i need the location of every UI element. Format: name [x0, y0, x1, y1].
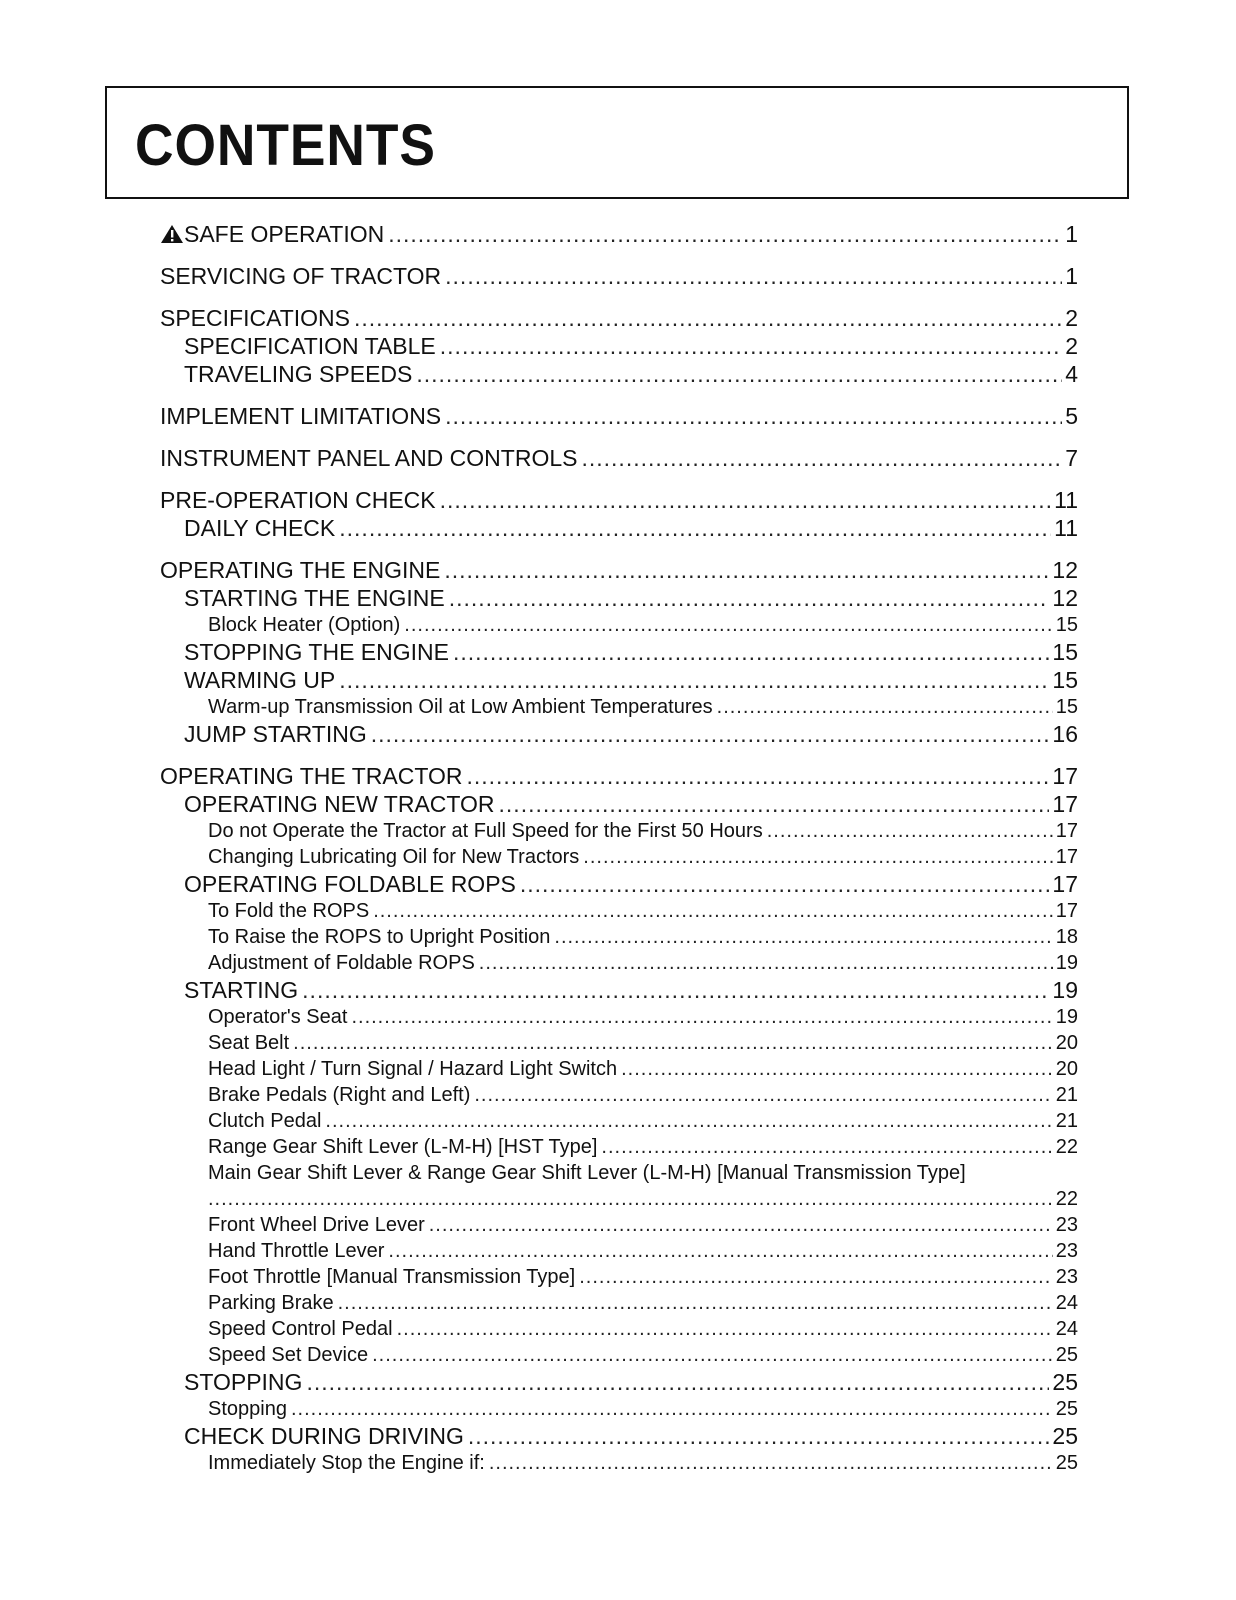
toc-entry[interactable] [160, 720, 1078, 748]
dot-leader [468, 1422, 1050, 1450]
toc-entry[interactable] [160, 666, 1078, 694]
toc-page-number: 25 [1055, 1452, 1078, 1474]
dot-leader [499, 790, 1050, 818]
toc-label: Stopping [208, 1398, 287, 1420]
toc-page-number: 25 [1052, 1369, 1078, 1395]
dot-leader [489, 1450, 1053, 1476]
toc-page-number: 5 [1065, 403, 1078, 429]
toc-label: Operator's Seat [208, 1006, 348, 1028]
dot-leader [404, 612, 1052, 638]
toc-entry[interactable] [160, 1108, 1078, 1134]
toc-label: Speed Control Pedal [208, 1318, 393, 1340]
dot-leader [339, 666, 1049, 694]
title-box [105, 86, 1129, 199]
toc-page-number: 17 [1052, 791, 1078, 817]
toc-label: Block Heater (Option) [208, 614, 401, 636]
toc-label: Immediately Stop the Engine if: [208, 1452, 485, 1474]
warning-triangle-icon [160, 224, 184, 244]
toc-page-number: 24 [1055, 1318, 1078, 1340]
toc-page-number: 23 [1055, 1214, 1078, 1236]
dot-leader [445, 262, 1062, 290]
toc-page-number: 19 [1055, 1006, 1078, 1028]
toc-page-number: 15 [1055, 614, 1078, 636]
toc-entry[interactable] [160, 1082, 1078, 1108]
toc-entry[interactable] [160, 1030, 1078, 1056]
toc-entry[interactable] [160, 638, 1078, 666]
toc-page-number: 17 [1052, 763, 1078, 789]
toc-page-number: 15 [1052, 667, 1078, 693]
toc-entry[interactable] [160, 612, 1078, 638]
dot-leader [717, 694, 1053, 720]
toc-page-number: 12 [1052, 585, 1078, 611]
dot-leader [601, 1134, 1052, 1160]
toc-entry[interactable] [160, 1368, 1078, 1396]
dot-leader [372, 1342, 1053, 1368]
toc-page-number: 16 [1052, 721, 1078, 747]
toc-entry[interactable] [160, 1134, 1078, 1160]
toc-entry[interactable] [160, 762, 1078, 790]
toc-page-number: 17 [1055, 900, 1078, 922]
dot-leader [351, 1004, 1052, 1030]
toc-label: Do not Operate the Tractor at Full Speed for the First 50 Hours [208, 820, 763, 842]
toc-label: STARTING THE ENGINE [184, 585, 445, 611]
toc-entry[interactable] [160, 486, 1078, 514]
toc-label: Front Wheel Drive Lever [208, 1214, 425, 1236]
toc-label: OPERATING THE TRACTOR [160, 763, 463, 789]
toc-entry[interactable] [160, 1056, 1078, 1082]
toc-entry[interactable] [160, 444, 1078, 472]
toc-entry[interactable] [160, 1316, 1078, 1342]
toc-entry[interactable] [160, 304, 1078, 332]
toc-entry[interactable] [160, 924, 1078, 950]
dot-leader [444, 556, 1049, 584]
toc-label: Adjustment of Foldable ROPS [208, 952, 475, 974]
toc-label: Foot Throttle [Manual Transmission Type] [208, 1266, 576, 1288]
toc-entry[interactable] [160, 898, 1078, 924]
dot-leader [453, 638, 1049, 666]
toc-entry[interactable] [160, 360, 1078, 388]
toc-entry[interactable] [160, 262, 1078, 290]
toc-label: WARMING UP [184, 667, 336, 693]
toc-page-number: 20 [1055, 1058, 1078, 1080]
page-title: CONTENTS [135, 113, 436, 178]
toc-page-number: 2 [1065, 333, 1078, 359]
dot-leader [440, 486, 1052, 514]
toc-label: Changing Lubricating Oil for New Tractors [208, 846, 580, 868]
toc-label: CHECK DURING DRIVING [184, 1423, 464, 1449]
toc-page-number: 12 [1052, 557, 1078, 583]
dot-leader [338, 1290, 1053, 1316]
dot-leader [767, 818, 1053, 844]
toc-page-number: 21 [1055, 1084, 1078, 1106]
dot-leader [479, 950, 1053, 976]
toc-page-number: 11 [1054, 487, 1078, 513]
dot-leader [429, 1212, 1053, 1238]
toc-entry[interactable] [160, 950, 1078, 976]
toc-page-number: 15 [1055, 696, 1078, 718]
toc-label: SPECIFICATION TABLE [184, 333, 436, 359]
toc-label: Warm-up Transmission Oil at Low Ambient Temperatures [208, 696, 713, 718]
toc-page-number: 22 [1055, 1136, 1078, 1158]
toc-entry[interactable] [160, 1290, 1078, 1316]
dot-leader [621, 1056, 1053, 1082]
dot-leader [293, 1030, 1053, 1056]
toc-page-number: 1 [1065, 263, 1078, 289]
dot-leader [554, 924, 1052, 950]
toc-label: Main Gear Shift Lever & Range Gear Shift Lever (L-M-H) [Manual Transmission Type] [208, 1162, 966, 1184]
dot-leader [371, 720, 1050, 748]
dot-leader [581, 444, 1062, 472]
toc-label: JUMP STARTING [184, 721, 367, 747]
toc-entry[interactable] [160, 1004, 1078, 1030]
toc-page-number: 7 [1065, 445, 1078, 471]
toc-entry[interactable] [160, 870, 1078, 898]
dot-leader [583, 844, 1052, 870]
toc-label: TRAVELING SPEEDS [184, 361, 413, 387]
toc-page-number: 25 [1052, 1423, 1078, 1449]
toc-label: PRE-OPERATION CHECK [160, 487, 436, 513]
toc-page-number: 15 [1052, 639, 1078, 665]
toc-page-number: 19 [1052, 977, 1078, 1003]
toc-entry[interactable] [160, 514, 1078, 542]
toc-page-number: 21 [1055, 1110, 1078, 1132]
toc-label: SERVICING OF TRACTOR [160, 263, 442, 289]
toc-entry[interactable] [160, 1238, 1078, 1264]
toc-entry[interactable] [160, 694, 1078, 720]
dot-leader [397, 1316, 1053, 1342]
dot-leader [388, 1238, 1052, 1264]
toc-label: STOPPING THE ENGINE [184, 639, 449, 665]
toc-label: STOPPING [184, 1369, 303, 1395]
dot-leader [339, 514, 1051, 542]
dot-leader [449, 584, 1050, 612]
toc-entry[interactable] [160, 1264, 1078, 1290]
toc-entry-wrapped[interactable] [160, 1160, 1078, 1212]
toc-entry[interactable] [160, 844, 1078, 870]
toc-entry[interactable] [160, 1422, 1078, 1450]
toc-page-number: 22 [1055, 1188, 1078, 1210]
toc-entry[interactable] [160, 790, 1078, 818]
toc-label: Parking Brake [208, 1292, 334, 1314]
dot-leader [373, 898, 1053, 924]
toc-page-number: 25 [1055, 1344, 1078, 1366]
dot-leader [579, 1264, 1053, 1290]
toc-label: STARTING [184, 977, 299, 1003]
toc-entry[interactable] [160, 818, 1078, 844]
toc-page-number: 25 [1055, 1398, 1078, 1420]
toc-label: To Raise the ROPS to Upright Position [208, 926, 551, 948]
toc-label: Hand Throttle Lever [208, 1240, 385, 1262]
toc-page-number: 24 [1055, 1292, 1078, 1314]
toc-page-number: 18 [1055, 926, 1078, 948]
dot-leader [325, 1108, 1052, 1134]
toc-label: SAFE OPERATION [184, 221, 385, 247]
toc-page-number: 19 [1055, 952, 1078, 974]
dot-leader [520, 870, 1050, 898]
toc-entry[interactable] [160, 976, 1078, 1004]
toc-page-number: 20 [1055, 1032, 1078, 1054]
toc-label: Head Light / Turn Signal / Hazard Light Switch [208, 1058, 618, 1080]
toc-label: Clutch Pedal [208, 1110, 322, 1132]
dot-leader [440, 332, 1062, 360]
toc-label: IMPLEMENT LIMITATIONS [160, 403, 442, 429]
toc-entry[interactable] [160, 584, 1078, 612]
dot-leader [208, 1186, 1053, 1212]
toc-page-number: 4 [1065, 361, 1078, 387]
dot-leader [291, 1396, 1053, 1422]
toc-label: Seat Belt [208, 1032, 290, 1054]
toc-entry[interactable] [160, 332, 1078, 360]
toc-label: Range Gear Shift Lever (L-M-H) [HST Type] [208, 1136, 598, 1158]
toc-label: INSTRUMENT PANEL AND CONTROLS [160, 445, 578, 471]
toc-page-number: 17 [1055, 820, 1078, 842]
toc-label: To Fold the ROPS [208, 900, 370, 922]
toc-label: DAILY CHECK [184, 515, 336, 541]
toc-label: SPECIFICATIONS [160, 305, 350, 331]
dot-leader [445, 402, 1062, 430]
toc-entry[interactable] [160, 556, 1078, 584]
toc-page-number: 2 [1065, 305, 1078, 331]
toc-page-number: 17 [1052, 871, 1078, 897]
toc-page-number: 23 [1055, 1240, 1078, 1262]
toc-label: Speed Set Device [208, 1344, 369, 1366]
table-of-contents [160, 220, 1078, 1476]
toc-page-number: 17 [1055, 846, 1078, 868]
dot-leader [388, 220, 1062, 248]
toc-label: OPERATING NEW TRACTOR [184, 791, 495, 817]
dot-leader [306, 1368, 1049, 1396]
toc-page-number: 11 [1054, 515, 1078, 541]
dot-leader [416, 360, 1062, 388]
dot-leader [466, 762, 1049, 790]
toc-entry[interactable] [160, 1212, 1078, 1238]
toc-entry[interactable] [160, 1450, 1078, 1476]
toc-label: OPERATING FOLDABLE ROPS [184, 871, 516, 897]
toc-label: Brake Pedals (Right and Left) [208, 1084, 471, 1106]
toc-page-number: 1 [1065, 221, 1078, 247]
toc-entry[interactable] [160, 1396, 1078, 1422]
toc-page-number: 23 [1055, 1266, 1078, 1288]
toc-label: OPERATING THE ENGINE [160, 557, 441, 583]
dot-leader [474, 1082, 1052, 1108]
dot-leader [354, 304, 1062, 332]
toc-entry[interactable] [160, 402, 1078, 430]
toc-entry[interactable] [160, 1342, 1078, 1368]
dot-leader [302, 976, 1049, 1004]
toc-entry[interactable] [160, 220, 1078, 248]
